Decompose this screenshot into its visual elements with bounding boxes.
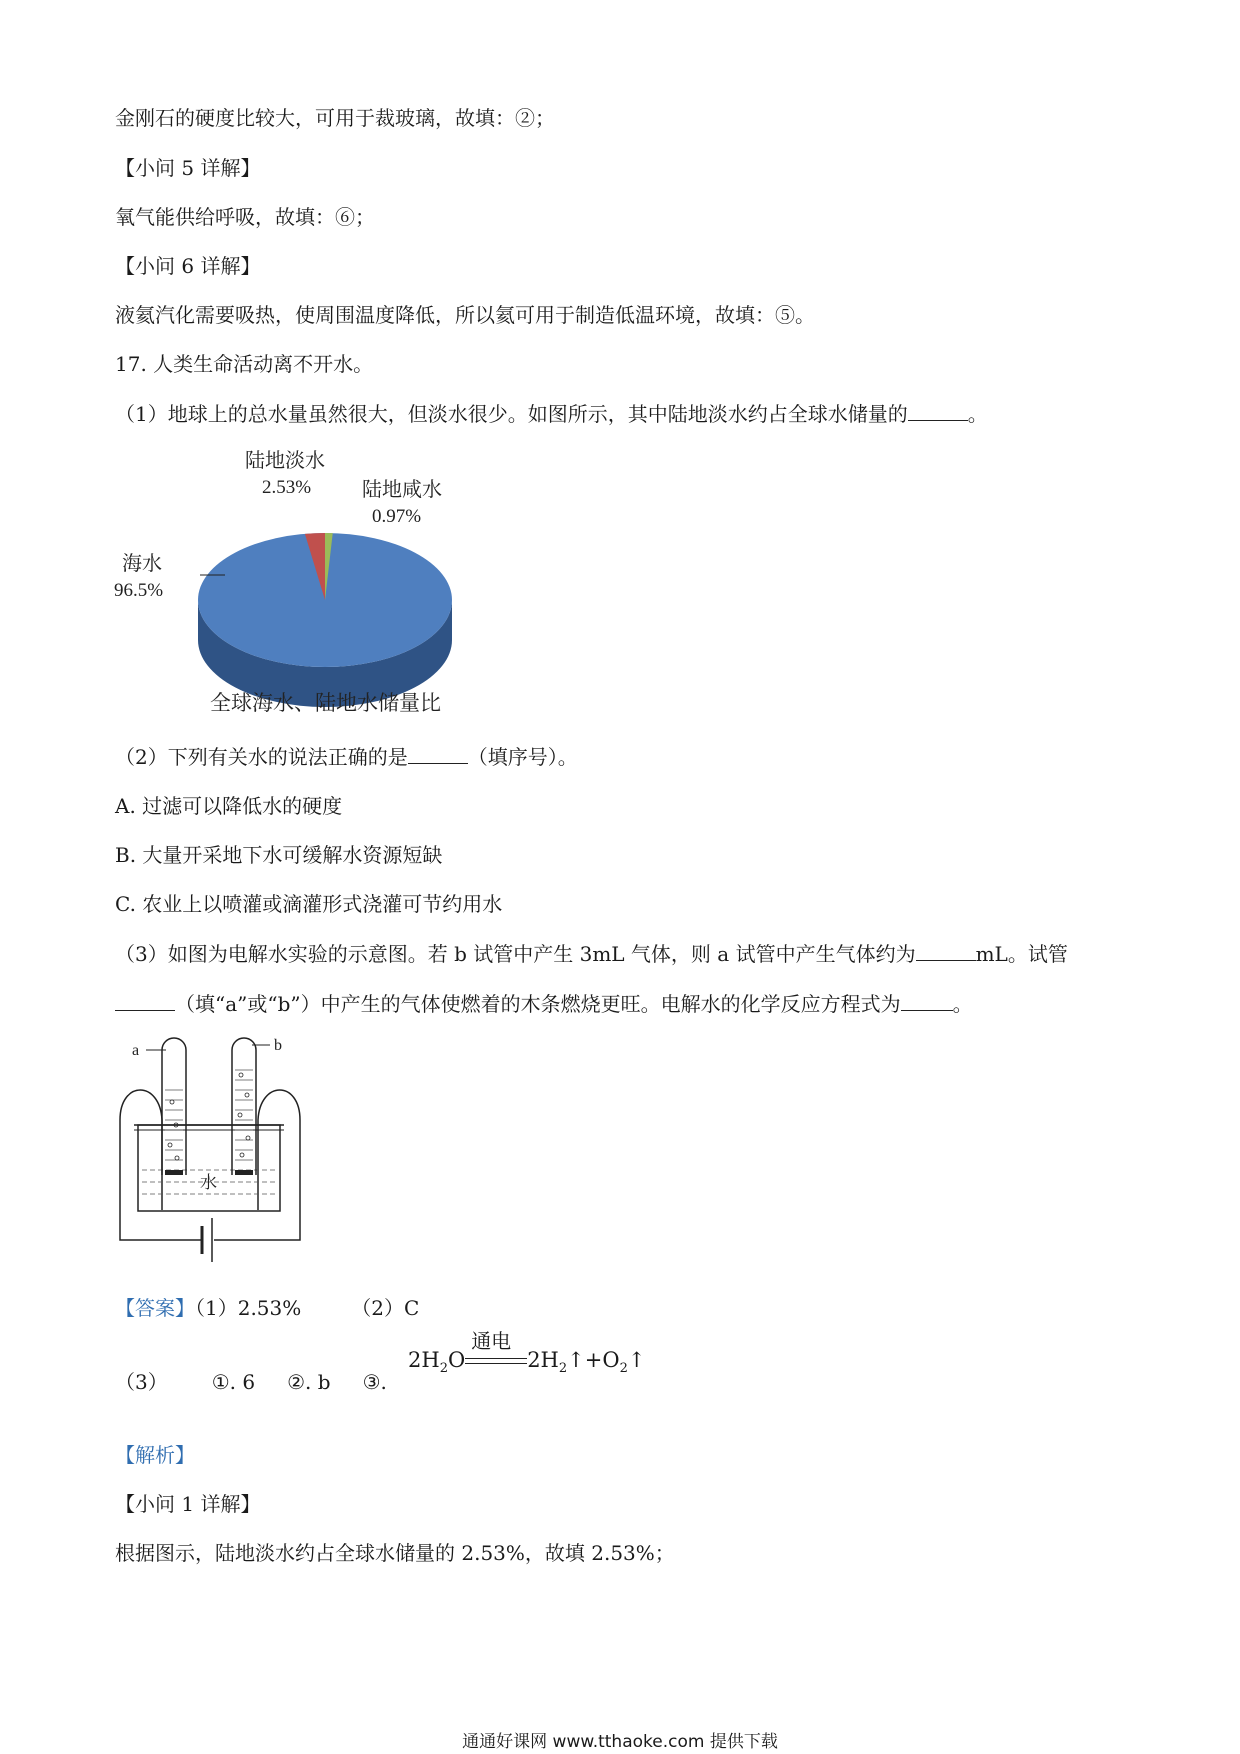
answer-row-3: （3） ①. 6 ②. b ③. — [115, 1370, 387, 1394]
page-footer: 通通好课网 www.tthaoke.com 提供下载 — [462, 1732, 778, 1752]
section-heading: 【小问 6 详解】 — [115, 254, 261, 278]
test-tube-a — [162, 1038, 186, 1175]
water-pie-chart — [100, 440, 500, 720]
text-line: 金刚石的硬度比较大，可用于裁玻璃，故填：②； — [115, 106, 555, 130]
option-a: A. 过滤可以降低水的硬度 — [115, 794, 343, 818]
water-label: 水 — [200, 1173, 217, 1192]
section-heading: 【小问 1 详解】 — [115, 1492, 261, 1516]
question-title: 17. 人类生命活动离不开水。 — [115, 352, 374, 376]
answer-blank — [408, 745, 468, 764]
analysis-tag: 【解析】 — [115, 1443, 195, 1467]
electrolysis-diagram — [110, 1030, 320, 1275]
tube-label-b: b — [274, 1037, 282, 1054]
label-salt-value: 0.97% — [372, 506, 422, 527]
text-line: 氧气能供给呼吸，故填：⑥； — [115, 205, 375, 229]
answer-blank — [916, 942, 976, 961]
reaction-condition: 通电 — [465, 1351, 527, 1373]
label-sea: 海水 — [122, 553, 162, 575]
answer-tag: 【答案】 — [115, 1296, 195, 1320]
option-b: B. 大量开采地下水可缓解水资源短缺 — [115, 843, 443, 867]
question-part-3-cont: （填“a”或“b”）中产生的气体使燃着的木条燃烧更旺。电解水的化学反应方程式为 。 — [115, 990, 973, 1018]
question-part-2: （2）下列有关水的说法正确的是 （填序号）。 — [115, 745, 578, 769]
question-part-3: （3）如图为电解水实验的示意图。若 b 试管中产生 3mL 气体，则 a 试管中产生气体约为 mL。试管 — [115, 942, 1068, 966]
label-sea-value: 96.5% — [114, 580, 164, 601]
section-heading: 【小问 5 详解】 — [115, 156, 261, 180]
electrode-b — [235, 1170, 253, 1175]
option-c: C. 农业上以喷灌或滴灌形式浇灌可节约用水 — [115, 892, 503, 916]
text-line: 液氦汽化需要吸热，使周围温度降低，所以氦可用于制造低温环境，故填：⑤。 — [115, 303, 815, 327]
answer-blank — [908, 402, 968, 421]
electrolysis-equation: $2H_2O$ 通电 $2H_2↑+O_2↑$ — [408, 1328, 646, 1377]
answer-blank — [115, 992, 175, 1011]
question-part-1: （1）地球上的总水量虽然很大，但淡水很少。如图所示，其中陆地淡水约占全球水储量的 。 — [115, 402, 988, 426]
electrode-a — [165, 1170, 183, 1175]
label-fresh: 陆地淡水 — [245, 450, 325, 472]
answer-row-1: 【答案】（1）2.53% （2）C — [115, 1296, 420, 1320]
tube-label-a: a — [132, 1042, 140, 1059]
label-salt: 陆地咸水 — [362, 479, 442, 501]
answer-blank — [901, 992, 953, 1011]
label-fresh-value: 2.53% — [262, 477, 312, 498]
chart-title: 全球海水、陆地水储量比 — [210, 691, 441, 715]
text-line: 根据图示，陆地淡水约占全球水储量的 2.53%，故填 2.53%； — [115, 1541, 675, 1565]
